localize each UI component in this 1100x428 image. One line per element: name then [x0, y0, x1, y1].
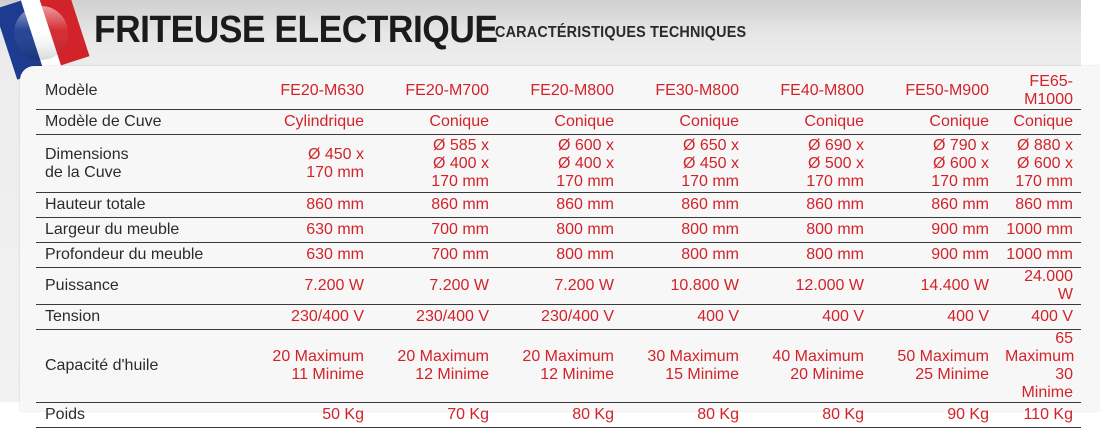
cell-value: 900 mm [872, 218, 997, 243]
cell-value: FE40-M800 [747, 73, 872, 110]
cell-value: 1000 mm [997, 243, 1081, 268]
row-tank-model [36, 110, 1081, 135]
cell-value: Ø 690 x Ø 500 x 170 mm [747, 135, 872, 193]
cell-value: 860 mm [372, 193, 497, 218]
row-label: Profondeur du meuble [36, 243, 222, 268]
france-flag-icon [14, 6, 68, 60]
specifications-table [36, 73, 1081, 428]
row-label: Hauteur totale [36, 193, 222, 218]
cell-value: Conique [372, 110, 497, 135]
cell-value: FE20-M800 [497, 73, 622, 110]
cell-value: 900 mm [872, 243, 997, 268]
flag-graphic [14, 6, 68, 60]
cell-value: Ø 650 x Ø 450 x 170 mm [622, 135, 747, 193]
cell-value: 400 V [747, 305, 872, 330]
cell-value: 7.200 W [497, 268, 622, 305]
cell-value: 230/400 V [497, 305, 622, 330]
cell-value: FE50-M900 [872, 73, 997, 110]
row-label: Dimensions de la Cuve [36, 135, 222, 193]
cell-value: 50 Kg [222, 403, 372, 428]
cell-value: 400 V [622, 305, 747, 330]
cell-value: 860 mm [747, 193, 872, 218]
cell-value: FE20-M700 [372, 73, 497, 110]
cell-value: 800 mm [747, 243, 872, 268]
row-label: Modèle [36, 73, 222, 110]
cell-value: 80 Kg [747, 403, 872, 428]
row-voltage [36, 305, 1081, 330]
cell-value: Conique [997, 110, 1081, 135]
cell-value: 400 V [997, 305, 1081, 330]
cell-value: 80 Kg [622, 403, 747, 428]
row-oil-capacity [36, 330, 1081, 403]
cell-value: 860 mm [872, 193, 997, 218]
cell-value: 860 mm [222, 193, 372, 218]
cell-value: 70 Kg [372, 403, 497, 428]
row-tank-dimensions [36, 135, 1081, 193]
row-label: Largeur du meuble [36, 218, 222, 243]
cell-value: Conique [747, 110, 872, 135]
cell-value: Cylindrique [222, 110, 372, 135]
cell-value: 14.400 W [872, 268, 997, 305]
cell-value: 65 Maximum 30 Minime [997, 330, 1081, 403]
page-subtitle: CARACTÉRISTIQUES TECHNIQUES [495, 24, 747, 41]
page-title: FRITEUSE ELECTRIQUE [94, 9, 498, 51]
header-bar [0, 0, 1081, 60]
row-total-height [36, 193, 1081, 218]
cell-value: 230/400 V [372, 305, 497, 330]
cell-value: 10.800 W [622, 268, 747, 305]
cell-value: 860 mm [497, 193, 622, 218]
cell-value: 700 mm [372, 218, 497, 243]
cell-value: FE30-M800 [622, 73, 747, 110]
row-power [36, 268, 1081, 305]
row-label: Capacité d'huile [36, 330, 222, 403]
cell-value: Ø 600 x Ø 400 x 170 mm [497, 135, 622, 193]
cell-value: 50 Maximum 25 Minime [872, 330, 997, 403]
cell-value: 20 Maximum 12 Minime [372, 330, 497, 403]
cell-value: 860 mm [997, 193, 1081, 218]
cell-value: 630 mm [222, 243, 372, 268]
cell-value: Conique [497, 110, 622, 135]
cell-value: 1000 mm [997, 218, 1081, 243]
cell-value: 30 Maximum 15 Minime [622, 330, 747, 403]
cell-value: 630 mm [222, 218, 372, 243]
cell-value: 860 mm [622, 193, 747, 218]
row-label: Modèle de Cuve [36, 110, 222, 135]
cell-value: 110 Kg [997, 403, 1081, 428]
cell-value: 230/400 V [222, 305, 372, 330]
row-model [36, 73, 1081, 110]
cell-value: 20 Maximum 11 Minime [222, 330, 372, 403]
cell-value: 80 Kg [497, 403, 622, 428]
cell-value: 40 Maximum 20 Minime [747, 330, 872, 403]
cell-value: 800 mm [622, 218, 747, 243]
cell-value: Ø 450 x 170 mm [222, 135, 372, 193]
cell-value: Ø 585 x Ø 400 x 170 mm [372, 135, 497, 193]
cell-value: 400 V [872, 305, 997, 330]
cell-value: 7.200 W [222, 268, 372, 305]
cell-value: Ø 880 x Ø 600 x 170 mm [997, 135, 1081, 193]
cell-value: Conique [872, 110, 997, 135]
cell-value: FE65-M1000 [997, 73, 1081, 110]
cell-value: Conique [622, 110, 747, 135]
row-label: Puissance [36, 268, 222, 305]
cell-value: 800 mm [497, 218, 622, 243]
row-weight [36, 403, 1081, 428]
cell-value: 700 mm [372, 243, 497, 268]
cell-value: 12.000 W [747, 268, 872, 305]
cell-value: 800 mm [622, 243, 747, 268]
cell-value: 90 Kg [872, 403, 997, 428]
cell-value: FE20-M630 [222, 73, 372, 110]
row-label: Tension [36, 305, 222, 330]
row-cabinet-depth [36, 243, 1081, 268]
cell-value: 800 mm [747, 218, 872, 243]
cell-value: 7.200 W [372, 268, 497, 305]
cell-value: Ø 790 x Ø 600 x 170 mm [872, 135, 997, 193]
row-cabinet-width [36, 218, 1081, 243]
cell-value: 800 mm [497, 243, 622, 268]
row-label: Poids [36, 403, 222, 428]
cell-value: 20 Maximum 12 Minime [497, 330, 622, 403]
cell-value: 24.000 W [997, 268, 1081, 305]
